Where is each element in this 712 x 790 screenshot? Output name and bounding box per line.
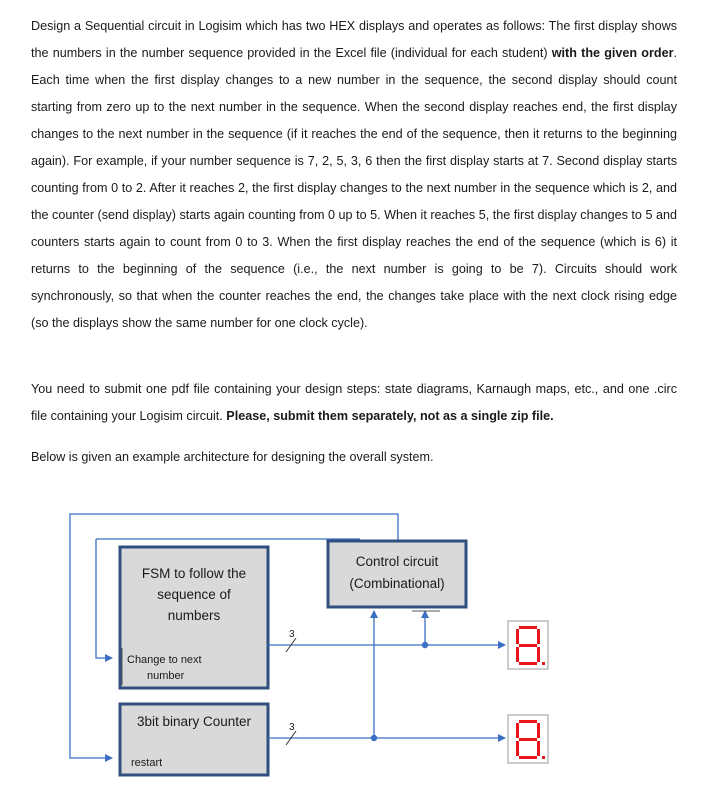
p1-bold: with the given order (551, 46, 674, 60)
counter-box (120, 704, 268, 775)
fsm-box (120, 547, 268, 688)
p1-text-a: Design a Sequential circuit in Logisim which has two HEX displays and operates as follows: The first display shows the numbers in the number sequence provided in the Excel file (individual for each student) (31, 19, 677, 60)
wire-control-to-change (96, 539, 112, 658)
fsm-label-1: FSM to follow the (141, 566, 247, 581)
junction-bus1 (422, 642, 428, 648)
p1-text-b: . Each time when the first display changes to a new number in the sequence, the second display should count starting from zero up to the next number in the sequence. When the second display reaches end, the first display changes to the next number in the sequence (if it reaches the end of the sequence, then it returns to the beginning again). For example, if your number sequence is 7, 2, 5, 3, 6 then the first display starts at 7. Second display starts counting from 0 to 2. After it reaches 2, the first display changes to the next number in the sequence which is 2, and the counter (send display) starts again counting from 0 up to 5. When it reaches 5, the first display changes to 5 and counters starts again to count from 0 to 3. When the first display reaches the end of the sequence (which is 6) it returns to the beginning of the sequence (i.e., the next number is going to be 7). Circuits should work synchronously, so that when the counter reaches the end, the changes take place with the next clock rising edge (so the displays show the same number for one clock cycle). (31, 46, 678, 330)
p2-bold: Please, submit them separately, not as a single zip file. (226, 409, 554, 423)
control-label-2: (Combinational) (349, 576, 445, 591)
change-input-label-1: Change to next (127, 654, 202, 666)
fsm-label-2: sequence of (157, 587, 231, 602)
bus-wires (268, 611, 505, 738)
junction-bus2 (371, 735, 377, 741)
restart-input-label: restart (131, 757, 163, 769)
control-label-1: Control circuit (355, 554, 439, 569)
bus-width-top: 3 (289, 629, 295, 640)
hex-display-2 (508, 715, 548, 763)
bus-width-bottom: 3 (289, 722, 295, 733)
control-box (328, 541, 466, 607)
p2-text: You need to submit one pdf file containing your design steps: state diagrams, Karnaugh maps, etc., and one .circ file containing your Logisim circuit. (31, 382, 677, 423)
fsm-label-3: numbers (167, 608, 221, 623)
change-input-label-2: number (147, 670, 185, 682)
hex-display-1 (508, 621, 548, 669)
counter-label: 3bit binary Counter (136, 714, 252, 729)
paragraph-architecture-intro: Below is given an example architecture for designing the overall system. (31, 450, 434, 464)
